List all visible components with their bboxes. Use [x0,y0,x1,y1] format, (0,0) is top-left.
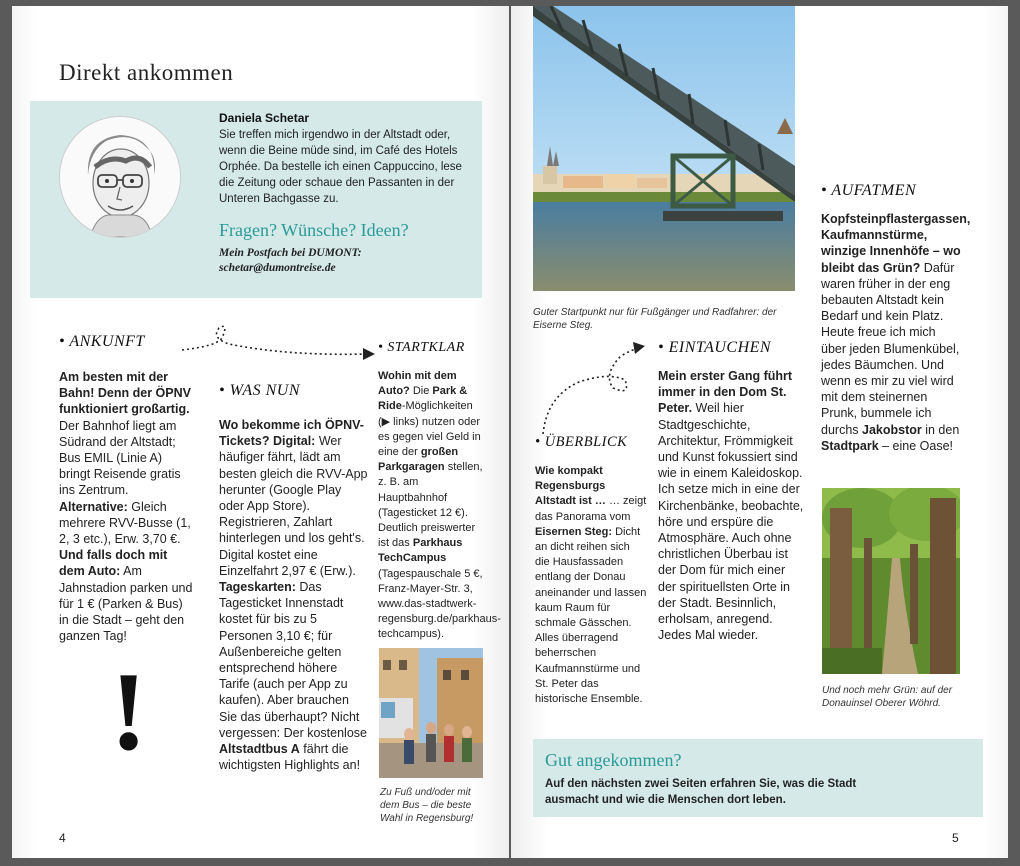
startklar-text [378,369,501,643]
aufatmen-text-1: Dafür waren früher in der eng bebauten Altstadt kein Bedarf und kein Platz. Heute freue ich mich über jeden Blumenkübel, jedes Bäumchen. Und wenn es mir zu viel wird mit dem steinernen Prunk, bummele ich durchs [821,260,960,437]
gut-angekommen-title: Gut angekommen? [545,750,682,770]
mailbox-label: Mein Postfach bei DUMONT: [219,247,362,259]
dotted-arrow-icon [177,316,397,366]
was-nun-bold-4: Altstadtbus A [219,742,300,757]
bridge-photo-caption: Guter Startpunkt nur für Fußgänger und Radfahrer: der Eiserne Steg. [533,307,777,331]
bridge-photo [533,6,795,291]
ankunft-text [59,369,194,644]
aufatmen-bold-2: Jakobstor [862,422,922,437]
right-page [511,6,1008,858]
eintauchen-bold-1: Mein erster Gang führt immer in den Dom St. Peter. [658,369,793,416]
left-page [12,6,509,858]
aufatmen-bold-1: Kopfsteinpflastergassen, Kaufmannstürme, winzige Innenhöfe – wo bleibt das Grün? [821,212,971,275]
startklar-bold-3: großen Parkgaragen [378,446,459,474]
was-nun-bold-3: Tageskarten: [219,580,296,595]
ankunft-bold-2: Alternative: [59,499,128,514]
was-nun-bold-2: Digital: [269,434,316,449]
startklar-text-1: Die [409,385,433,398]
park-photo [822,488,960,674]
startklar-text-3: stellen, z. B. am Hauptbahnhof (Tagesticket 12 €). Deutlich preiswerter ist das [378,461,483,550]
ankunft-text-1: Der Bahnhof liegt am Südrand der Altstadt; Bus EMIL (Linie A) bringt Reisende gratis ins Zentrum. [59,418,181,498]
ueberblick-text-1: … zeigt das Panorama vom [535,495,647,523]
aufatmen-bold-3: Stadtpark [821,438,879,453]
aufatmen-heading: • AUFATMEN [821,182,917,199]
mailbox-email[interactable]: schetar@dumontreise.de [219,262,336,274]
questions-heading: Fragen? Wünsche? Ideen? [219,220,409,240]
startklar-heading: • STARTKLAR [378,340,465,355]
ueberblick-text-2: Dicht an dicht reihen sich die Hausfassaden entlang der Donau aneinander und lassen kaum Raum für schmale Gässchen. Alles überragend beherrschen Kaufmannstürme und St. Peter das historische Ensemble. [535,525,647,706]
ueberblick-heading: • ÜBERBLICK [535,434,628,450]
park-photo-caption: Und noch mehr Grün: auf der Donauinsel Oberer Wöhrd. [822,685,953,709]
author-text: Sie treffen mich irgendwo in der Altstadt oder, wenn die Beine müde sind, im Café des Hotels Orphée. Da bestelle ich einen Cappuccino, lese die Zeitung oder schaue den Passanten in der Unteren Bachgasse zu. [219,129,462,205]
ankunft-text-3: Am Jahnstadion parken und für 1 € (Parken & Bus) in die Stadt – geht den ganzen Tag! [59,564,193,644]
ueberblick-bold-1: Wie kompakt Regensburgs Altstadt ist … [535,465,606,508]
ankunft-bold-3: Und falls doch mit dem Auto: [59,548,168,579]
eintauchen-text [658,368,806,643]
aufatmen-text-2: in den [921,422,960,437]
page-number-left: 4 [59,831,66,845]
startklar-bold-1: Wohin mit dem Auto? [378,370,457,398]
eintauchen-heading: • EINTAUCHEN [658,339,772,356]
aufatmen-text-3: – eine Oase! [878,438,954,453]
portrait-sketch [60,117,180,237]
startklar-text-2: -Möglichkeiten (▶ links) nutzen oder es gegen viel Geld in eine der [378,400,481,459]
ueberblick-text [535,464,647,707]
ankunft-text-2: Gleich mehrere RVV-Busse (1, 2, 3 etc.), Erw. 3,70 €. [59,499,191,547]
was-nun-text-4: fährt die wichtigsten Highlights an! [219,742,361,773]
ueberblick-bold-2: Eisernen Steg: [535,525,613,538]
was-nun-text-3: Das Tagesticket Innenstadt kostet für bis zu 5 Personen 3,10 €; für Außenbereiche gelten entsprechend höhere Tarife (auch per App zu kaufen). Aber brauchen Sie das überhaupt? Nicht vergessen: Der kostenlose [219,580,367,740]
eintauchen-text-1: Weil hier Stadtgeschichte, Architektur, Frömmigkeit und Kunst fokussiert sind wie in einem Kaleidoskop. Ich setze mich in eine der Kirchenbänke, beobachte, höre und erspüre die Atmosphäre. Auch ohne christlichen Überbau ist der Dom für mich einer der spirituellsten Orte in der Stadt. Besinnlich, erholsam, anregend. Jedes Mal wieder. [658,401,804,643]
startklar-bold-4: Parkhaus TechCampus [378,537,463,565]
ankunft-bold-1: Am besten mit der Bahn! Denn der ÖPNV funktioniert großartig. [59,370,191,417]
was-nun-text [219,417,369,773]
startklar-bold-2: Park & Ride [378,385,468,413]
mailbox-info [219,246,362,276]
street-photo [379,648,483,778]
was-nun-heading: • WAS NUN [219,382,300,399]
page-heading: Direkt ankommen [59,60,234,85]
author-name: Daniela Schetar [219,111,310,125]
ankunft-heading: • ANKUNFT [59,333,145,350]
street-photo-caption: Zu Fuß und/oder mit dem Bus – die beste Wahl in Regensburg! [380,787,474,824]
startklar-text-4: (Tagespauschale 5 €, Franz-Mayer-Str. 3, www.das-stadtwerk-regensburg.de/parkhaus-techcampus). [378,567,501,641]
dotted-curve-arrow-icon [539,336,649,436]
author-portrait [59,116,181,238]
exclamation-mark: ! [110,650,148,774]
was-nun-bold-1: Wo bekomme ich ÖPNV-Tickets? [219,418,364,449]
gut-angekommen-text: Auf den nächsten zwei Seiten erfahren Sie, was die Stadt ausmacht und wie die Menschen dort leben. [545,778,857,806]
aufatmen-text [821,211,971,454]
was-nun-text-2: Wer häufiger fährt, lädt am besten gleich die RVV-App herunter (Google Play oder App Store). Registrieren, Zahlart hinterlegen und los geht's. Digital kostet eine Einzelfahrt 2,97 € (Erw.). [219,434,368,578]
page-number-right: 5 [952,831,959,845]
